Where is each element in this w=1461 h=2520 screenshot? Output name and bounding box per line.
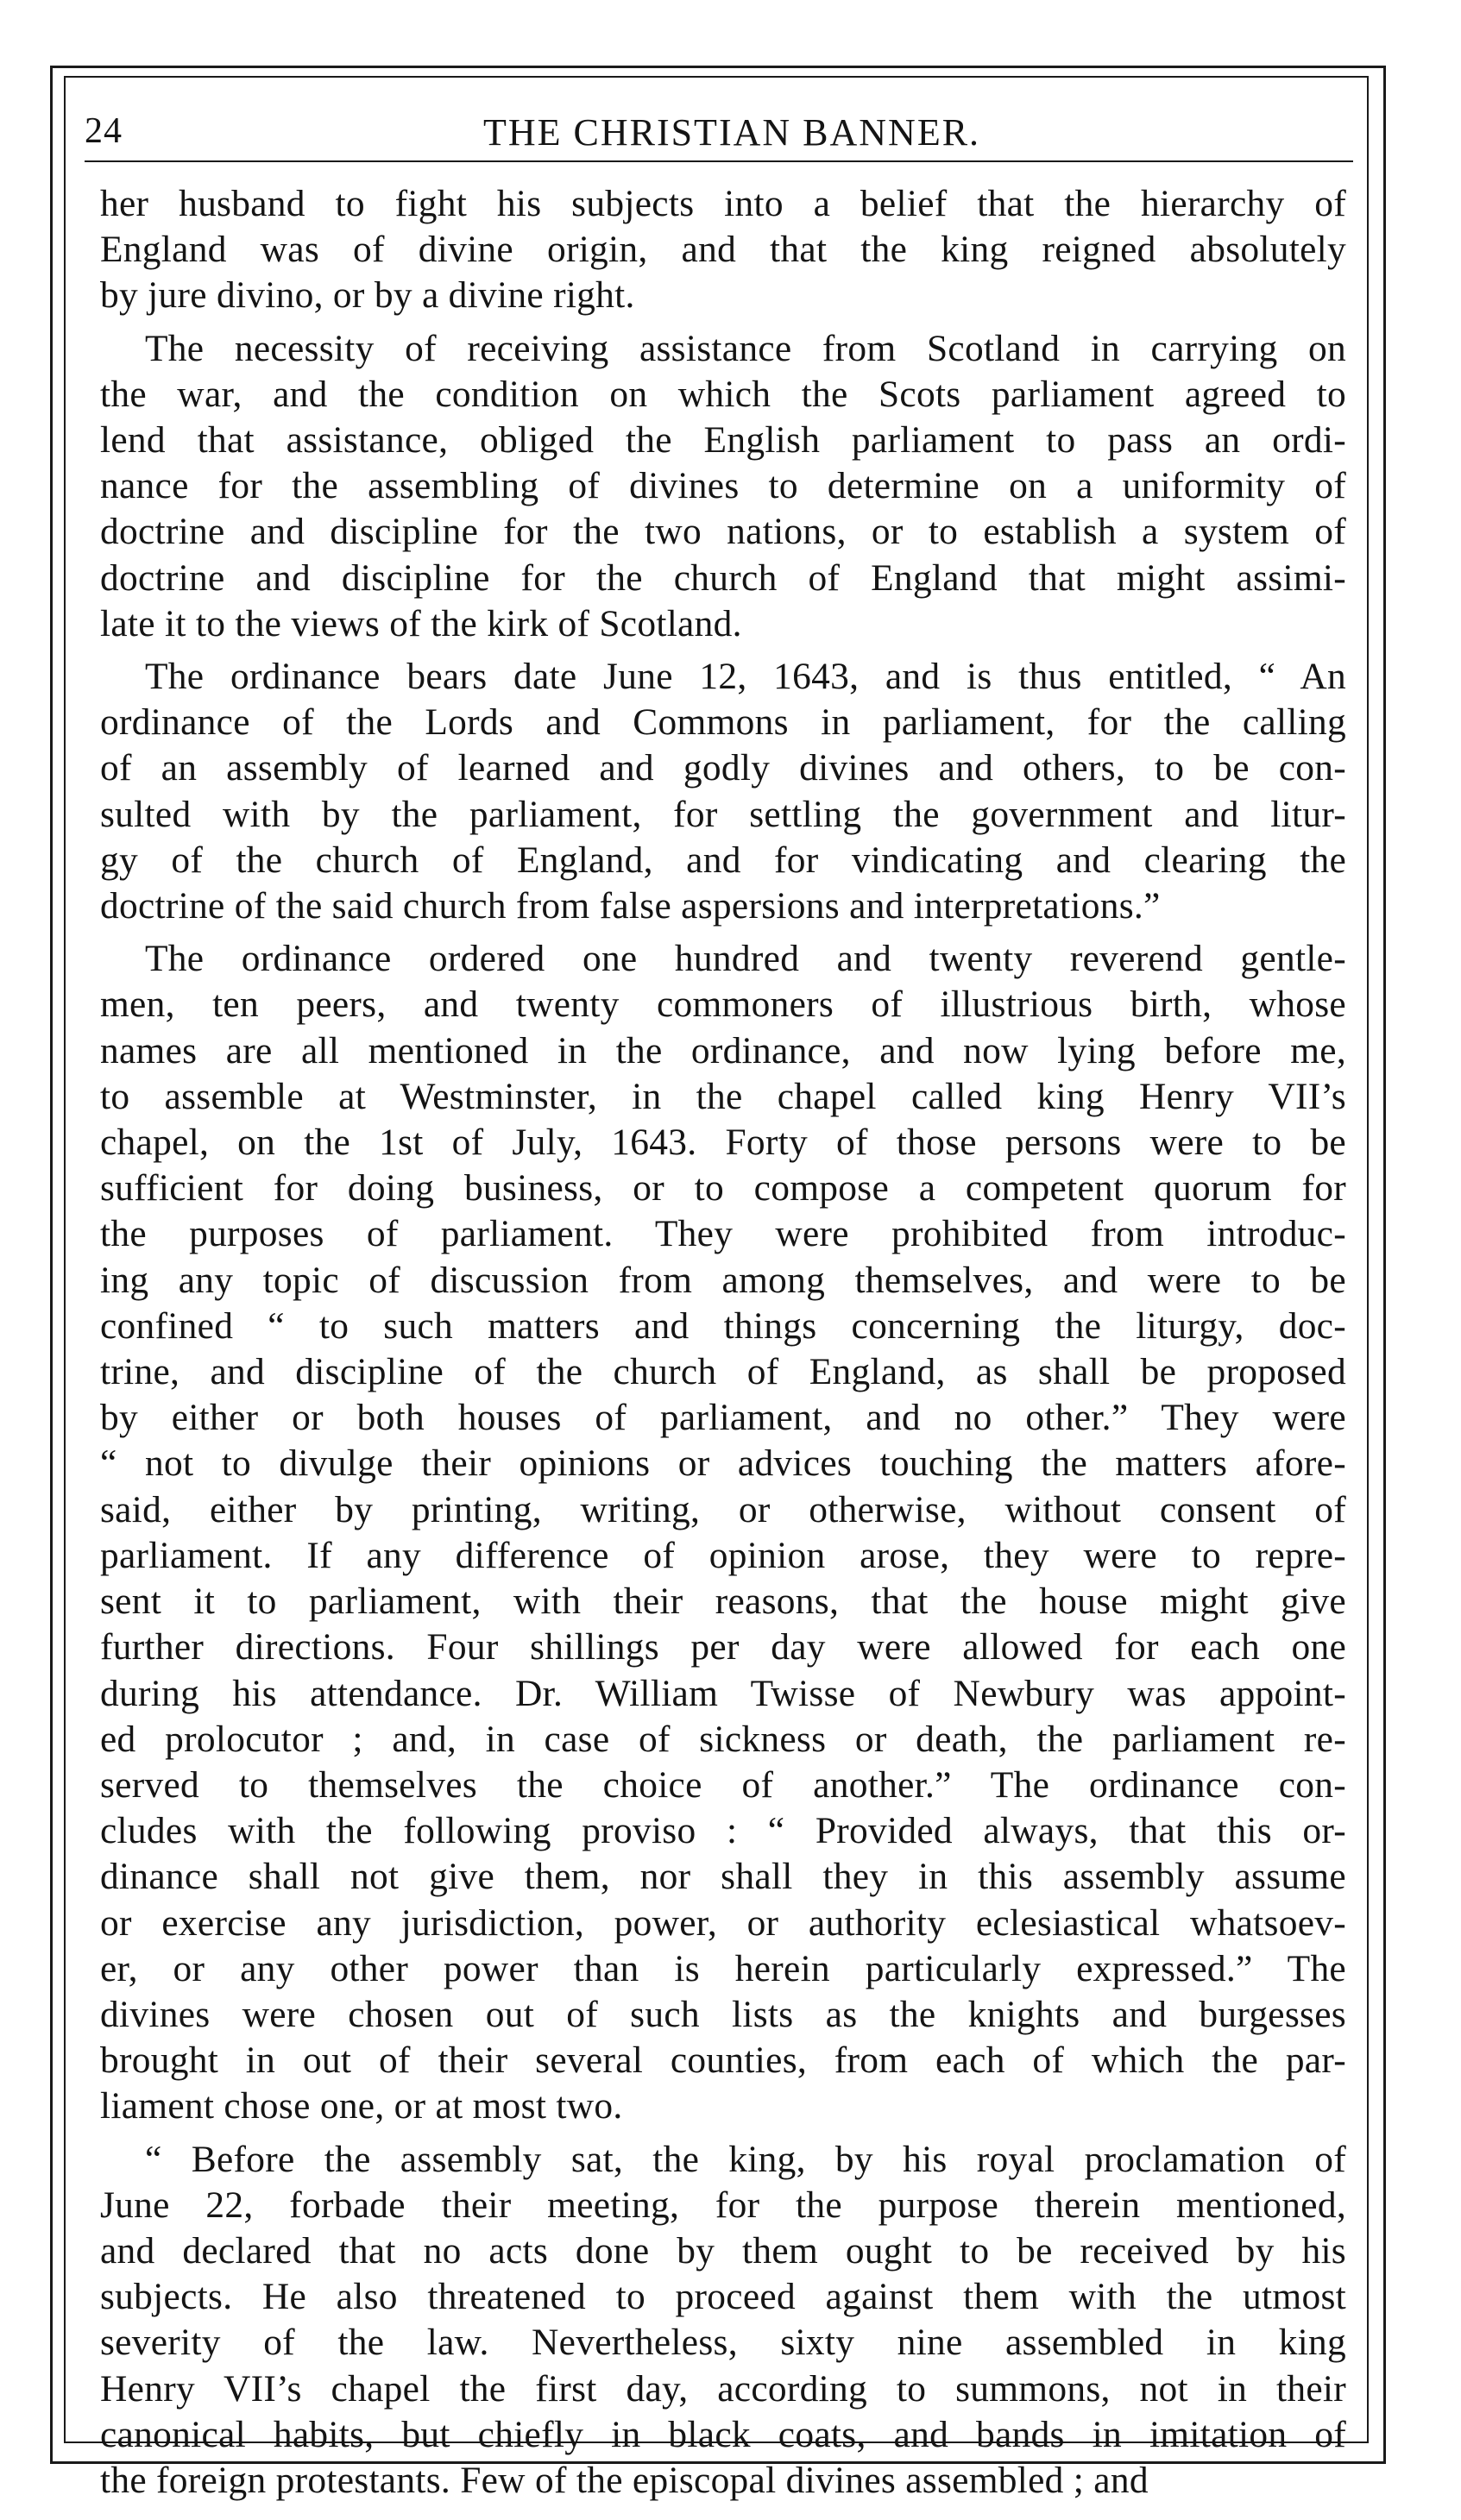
text-line: cludes with the following proviso : “ Provided always, that this or- [100,1810,1346,1852]
text-line: lend that assistance, obliged the English parliament to pass an ordi- [100,419,1346,462]
paragraph [100,181,1346,319]
paragraph [100,936,1346,2129]
text-line: er, or any other power than is herein particularly expressed.” The [100,1947,1346,1989]
text-line: divines were chosen out of such lists as the knights and burgesses [100,1993,1346,2035]
text-line: names are all mentioned in the ordinance, and now lying before me, [100,1029,1346,1071]
text-line: sulted with by the parliament, for settling the government and litur- [100,793,1346,835]
text-line: brought in out of their several counties, from each of which the par- [100,2039,1346,2082]
text-line: ed prolocutor ; and, in case of sickness or death, the parliament re- [100,1718,1346,1760]
text-line: “ Before the assembly sat, the king, by his royal proclamation of [145,2138,1346,2180]
text-line: The ordinance ordered one hundred and twenty reverend gentle- [145,938,1346,980]
text-line: ing any topic of discussion from among themselves, and were to be [100,1259,1346,1301]
page-number: 24 [85,111,123,151]
text-line: to assemble at Westminster, in the chapel called king Henry VII’s [100,1075,1346,1117]
header-rule [85,160,1353,162]
text-line: men, ten peers, and twenty commoners of illustrious birth, whose [100,983,1346,1026]
text-line: ordinance of the Lords and Commons in parliament, for the calling [100,701,1346,744]
text-line: England was of divine origin, and that the king reigned absolutely [100,229,1346,271]
text-line: doctrine and discipline for the church of England that might assimi- [100,556,1346,599]
text-line: said, either by printing, writing, or otherwise, without consent of [100,1488,1346,1530]
text-line: the purposes of parliament. They were prohibited from introduc- [100,1213,1346,1255]
paragraph [100,2137,1346,2504]
journal-title: THE CHRISTIAN BANNER. [482,111,981,154]
text-line: and declared that no acts done by them ought to be received by his [100,2229,1346,2272]
text-line: canonical habits, but chiefly in black coats, and bands in imitation of [100,2413,1346,2455]
text-line: Henry VII’s chapel the first day, according to summons, not in their [100,2367,1346,2410]
text-line: trine, and discipline of the church of England, as shall be proposed [100,1351,1346,1393]
text-line: sent it to parliament, with their reasons, that the house might give [100,1580,1346,1623]
text-line: the foreign protestants. Few of the episcopal divines assembled ; and [100,2459,1149,2501]
text-line: doctrine and discipline for the two nations, or to establish a system of [100,511,1346,553]
text-line: chapel, on the 1st of July, 1643. Forty of those persons were to be [100,1122,1346,1164]
text-line: severity of the law. Nevertheless, sixty nine assembled in king [100,2322,1346,2364]
text-line: The necessity of receiving assistance from Scotland in carrying on [145,327,1346,369]
text-line: of an assembly of learned and godly divines and others, to be con- [100,747,1346,789]
paragraph [100,654,1346,929]
article-body [100,181,1346,2511]
text-line: served to themselves the choice of another.” The ordinance con- [100,1763,1346,1806]
text-line: or exercise any jurisdiction, power, or authority eclesiastical whatsoev- [100,1901,1346,1944]
text-line: subjects. He also threatened to proceed against them with the utmost [100,2276,1346,2318]
running-head [85,102,1353,154]
text-line: liament chose one, or at most two. [100,2085,623,2127]
text-line: parliament. If any difference of opinion arose, they were to repre- [100,1534,1346,1576]
text-line: the war, and the condition on which the Scots parliament agreed to [100,373,1346,415]
text-line: dinance shall not give them, nor shall they in this assembly assume [100,1856,1346,1898]
text-line: doctrine of the said church from false aspersions and interpretations.” [100,885,1161,927]
text-line: nance for the assembling of divines to determine on a uniformity of [100,465,1346,507]
text-line: gy of the church of England, and for vindicating and clearing the [100,839,1346,881]
text-line: by either or both houses of parliament, and no other.” They were [100,1397,1346,1439]
paragraph [100,326,1346,647]
text-line: late it to the views of the kirk of Scotland. [100,602,742,644]
text-line: during his attendance. Dr. William Twisse of Newbury was appoint- [100,1672,1346,1714]
text-line: The ordinance bears date June 12, 1643, and is thus entitled, “ An [145,656,1346,698]
text-line: her husband to fight his subjects into a belief that the hierarchy of [100,183,1346,224]
text-line: by jure divino, or by a divine right. [100,274,635,317]
text-line: June 22, forbade their meeting, for the purpose therein mentioned, [100,2184,1346,2226]
text-line: confined “ to such matters and things concerning the liturgy, doc- [100,1304,1346,1347]
text-line: sufficient for doing business, or to compose a competent quorum for [100,1167,1346,1210]
text-line: “ not to divulge their opinions or advices touching the matters afore- [100,1442,1346,1485]
text-line: further directions. Four shillings per day were allowed for each one [100,1626,1346,1668]
